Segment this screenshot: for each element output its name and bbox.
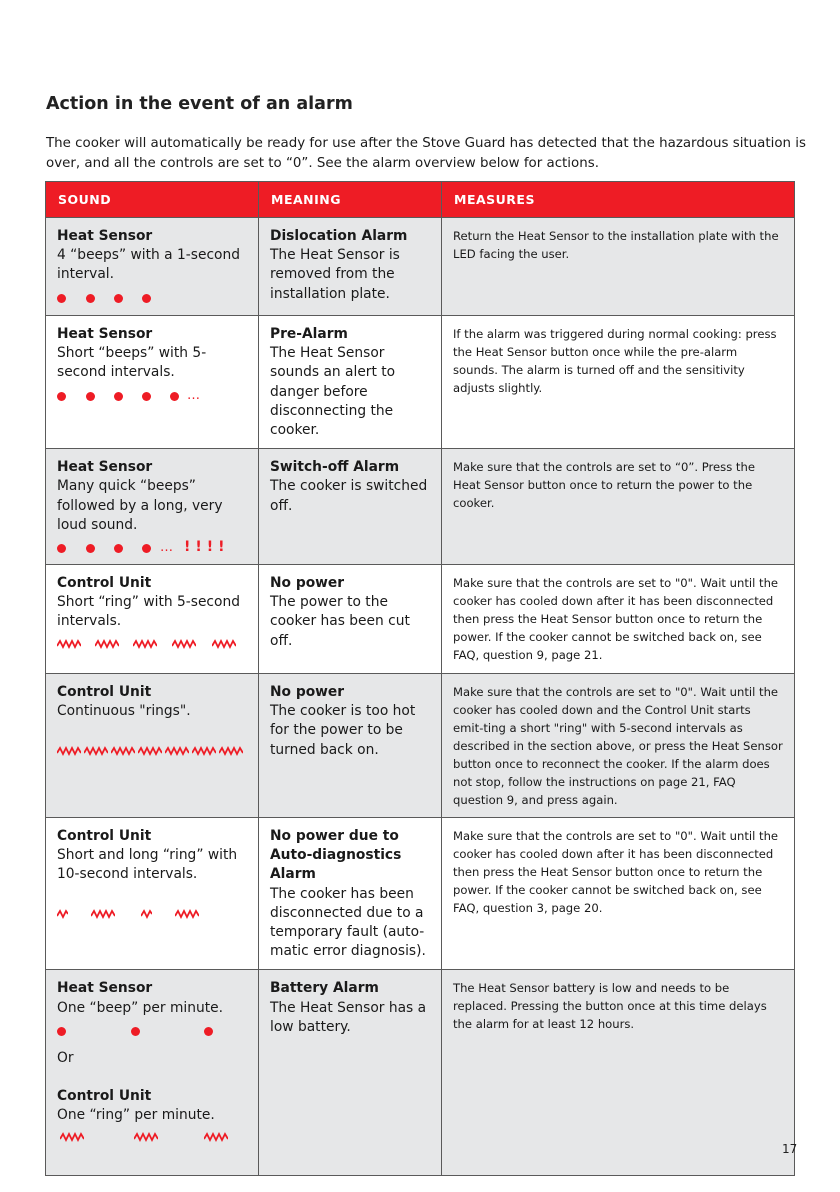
red-zigzag-icon bbox=[204, 1132, 228, 1142]
meaning-title: Dislocation Alarm bbox=[270, 228, 408, 244]
red-dot-icon bbox=[142, 392, 151, 401]
meaning-cell bbox=[259, 218, 442, 316]
table-row bbox=[46, 316, 795, 449]
loud-sound-marks: !!!! bbox=[184, 539, 230, 556]
page-number: 17 bbox=[782, 1142, 798, 1156]
table-row bbox=[46, 970, 795, 1176]
table-row bbox=[46, 449, 795, 565]
red-zigzag-icon bbox=[134, 1132, 158, 1142]
meaning-description: The Heat Sensor has a low battery. bbox=[270, 999, 427, 1035]
red-zigzag-icon bbox=[192, 746, 216, 756]
sound-description: Short “ring” with 5-second intervals. bbox=[57, 594, 240, 630]
sound-source: Heat Sensor bbox=[57, 326, 153, 342]
sound-cell bbox=[46, 218, 259, 316]
meaning-description: The Heat Sensor is removed from the installation plate. bbox=[270, 247, 400, 302]
red-dot-icon bbox=[170, 392, 179, 401]
red-dot-icon bbox=[57, 1027, 66, 1036]
red-zigzag-icon bbox=[95, 639, 119, 649]
meaning-description: The cooker has been disconnected due to a temporary fault (auto-matic error diagnosis). bbox=[270, 885, 426, 960]
sound-description: One “beep” per minute. bbox=[57, 999, 224, 1016]
ring-pattern bbox=[57, 744, 247, 760]
red-zigzag-icon bbox=[175, 909, 199, 919]
sound-source: Heat Sensor bbox=[57, 980, 153, 997]
sound-description: 4 “beeps” with a 1-second interval. bbox=[57, 247, 240, 283]
meaning-description: The cooker is too hot for the power to be turned back on. bbox=[270, 703, 416, 758]
red-dot-icon bbox=[114, 544, 123, 553]
red-dot-icon bbox=[204, 1027, 213, 1036]
sound-source: Control Unit bbox=[57, 828, 152, 845]
red-dot-icon bbox=[57, 392, 66, 401]
sound-cell bbox=[46, 970, 259, 1176]
sound-source: Heat Sensor bbox=[57, 228, 153, 244]
meaning-description: The cooker is switched off. bbox=[270, 478, 428, 514]
red-zigzag-icon bbox=[57, 746, 81, 756]
sound-source: Control Unit bbox=[57, 1088, 152, 1105]
red-dot-icon bbox=[142, 544, 151, 553]
red-zigzag-icon bbox=[138, 746, 162, 756]
sound-description: Short “beeps” with 5-second intervals. bbox=[57, 345, 207, 381]
red-zigzag-icon bbox=[219, 746, 243, 756]
meaning-title: Battery Alarm bbox=[270, 980, 379, 997]
red-zigzag-icon bbox=[133, 639, 157, 649]
red-zigzag-icon bbox=[172, 639, 196, 649]
meaning-cell bbox=[259, 818, 442, 970]
sound-source: Control Unit bbox=[57, 684, 152, 701]
ring-pattern bbox=[57, 907, 247, 923]
meaning-cell bbox=[259, 970, 442, 1176]
sound-cell bbox=[46, 316, 259, 449]
red-zigzag-icon bbox=[165, 746, 189, 756]
meaning-description: The power to the cooker has been cut off. bbox=[270, 594, 410, 649]
measures-cell: Make sure that the controls are set to "0". Wait until the cooker has cooled down after it has been disconnected then press the Heat Sensor button once to return the power. If the cooker cannot be switched back on, see FAQ, question 3, page 20. bbox=[442, 818, 795, 970]
measures-cell: Make sure that the controls are set to "0". Wait until the cooker has cooled down and the Control Unit starts emit-ting a short "ring" with 5-second intervals as described in the section above, or press the Heat Sensor button once to reconnect the cooker. If the alarm does not stop, follow the instructions on page 21, FAQ question 9, and press again. bbox=[442, 674, 795, 818]
meaning-cell bbox=[259, 565, 442, 674]
measures-cell: Make sure that the controls are set to “0”. Press the Heat Sensor button once to return the power to the cooker. bbox=[442, 449, 795, 565]
alarm-overview-table bbox=[45, 181, 798, 1176]
red-short-zigzag-icon bbox=[141, 909, 152, 919]
red-zigzag-icon bbox=[84, 746, 108, 756]
red-dot-icon bbox=[57, 544, 66, 553]
sound-description: Many quick “beeps” followed by a long, very loud sound. bbox=[57, 478, 223, 533]
table-header-row bbox=[46, 182, 795, 218]
meaning-title: Switch-off Alarm bbox=[270, 459, 400, 476]
meaning-title: Pre-Alarm bbox=[270, 326, 348, 342]
ring-pattern bbox=[57, 1130, 247, 1146]
red-short-zigzag-icon bbox=[57, 909, 68, 919]
beep-pattern bbox=[57, 388, 247, 404]
meaning-title: No power bbox=[270, 684, 345, 701]
sound-source: Heat Sensor bbox=[57, 459, 153, 476]
beep-pattern bbox=[57, 540, 247, 556]
measures-cell: The Heat Sensor battery is low and needs to be replaced. Pressing the button once at this time delays the alarm for at least 12 hours. bbox=[442, 970, 795, 1176]
red-dot-icon bbox=[86, 544, 95, 553]
red-dot-icon bbox=[57, 294, 66, 303]
sound-description: Continuous "rings". bbox=[57, 703, 191, 720]
sound-source: Control Unit bbox=[57, 575, 152, 592]
header-measures: MEASURES bbox=[442, 182, 795, 218]
table-row bbox=[46, 818, 795, 970]
red-zigzag-icon bbox=[212, 639, 236, 649]
meaning-description: The Heat Sensor sounds an alert to danger before disconnecting the cooker. bbox=[270, 345, 396, 439]
sound-cell bbox=[46, 449, 259, 565]
sound-description: One “ring” per minute. bbox=[57, 1107, 215, 1124]
ellipsis: … bbox=[187, 387, 200, 403]
header-meaning: MEANING bbox=[259, 182, 442, 218]
sound-cell bbox=[46, 674, 259, 818]
red-zigzag-icon bbox=[57, 639, 81, 649]
red-dot-icon bbox=[142, 294, 151, 303]
ring-pattern bbox=[57, 637, 247, 653]
table-row bbox=[46, 218, 795, 316]
or-separator: Or bbox=[57, 1049, 74, 1066]
red-dot-icon bbox=[86, 294, 95, 303]
meaning-title: No power due to Auto-diagnostics Alarm bbox=[270, 828, 402, 883]
red-dot-icon bbox=[131, 1027, 140, 1036]
meaning-cell bbox=[259, 449, 442, 565]
red-dot-icon bbox=[114, 392, 123, 401]
beep-pattern bbox=[57, 290, 247, 306]
header-sound: SOUND bbox=[46, 182, 259, 218]
sound-cell bbox=[46, 818, 259, 970]
meaning-cell bbox=[259, 674, 442, 818]
red-dot-icon bbox=[86, 392, 95, 401]
measures-cell: Make sure that the controls are set to "0". Wait until the cooker has cooled down after it has been disconnected then press the Heat Sensor button once to return the power. If the cooker cannot be switched back on, see FAQ, question 9, page 21. bbox=[442, 565, 795, 674]
red-zigzag-icon bbox=[91, 909, 115, 919]
red-dot-icon bbox=[114, 294, 123, 303]
page-title: Action in the event of an alarm bbox=[46, 94, 353, 114]
meaning-title: No power bbox=[270, 575, 345, 592]
table-row bbox=[46, 565, 795, 674]
ellipsis: … bbox=[160, 540, 173, 556]
measures-cell: If the alarm was triggered during normal cooking: press the Heat Sensor button once while the pre-alarm sounds. The alarm is turned off and the sensitivity adjusts slightly. bbox=[442, 316, 795, 449]
red-zigzag-icon bbox=[111, 746, 135, 756]
sound-description: Short and long “ring” with 10-second intervals. bbox=[57, 847, 238, 883]
beep-pattern bbox=[57, 1023, 247, 1039]
red-zigzag-icon bbox=[60, 1132, 84, 1142]
meaning-cell bbox=[259, 316, 442, 449]
table-row bbox=[46, 674, 795, 818]
measures-cell: Return the Heat Sensor to the installation plate with the LED facing the user. bbox=[442, 218, 795, 316]
intro-paragraph: The cooker will automatically be ready for use after the Stove Guard has detected that the hazardous situation is over, and all the controls are set to “0”. See the alarm overview below for actions. bbox=[46, 136, 806, 171]
sound-cell bbox=[46, 565, 259, 674]
